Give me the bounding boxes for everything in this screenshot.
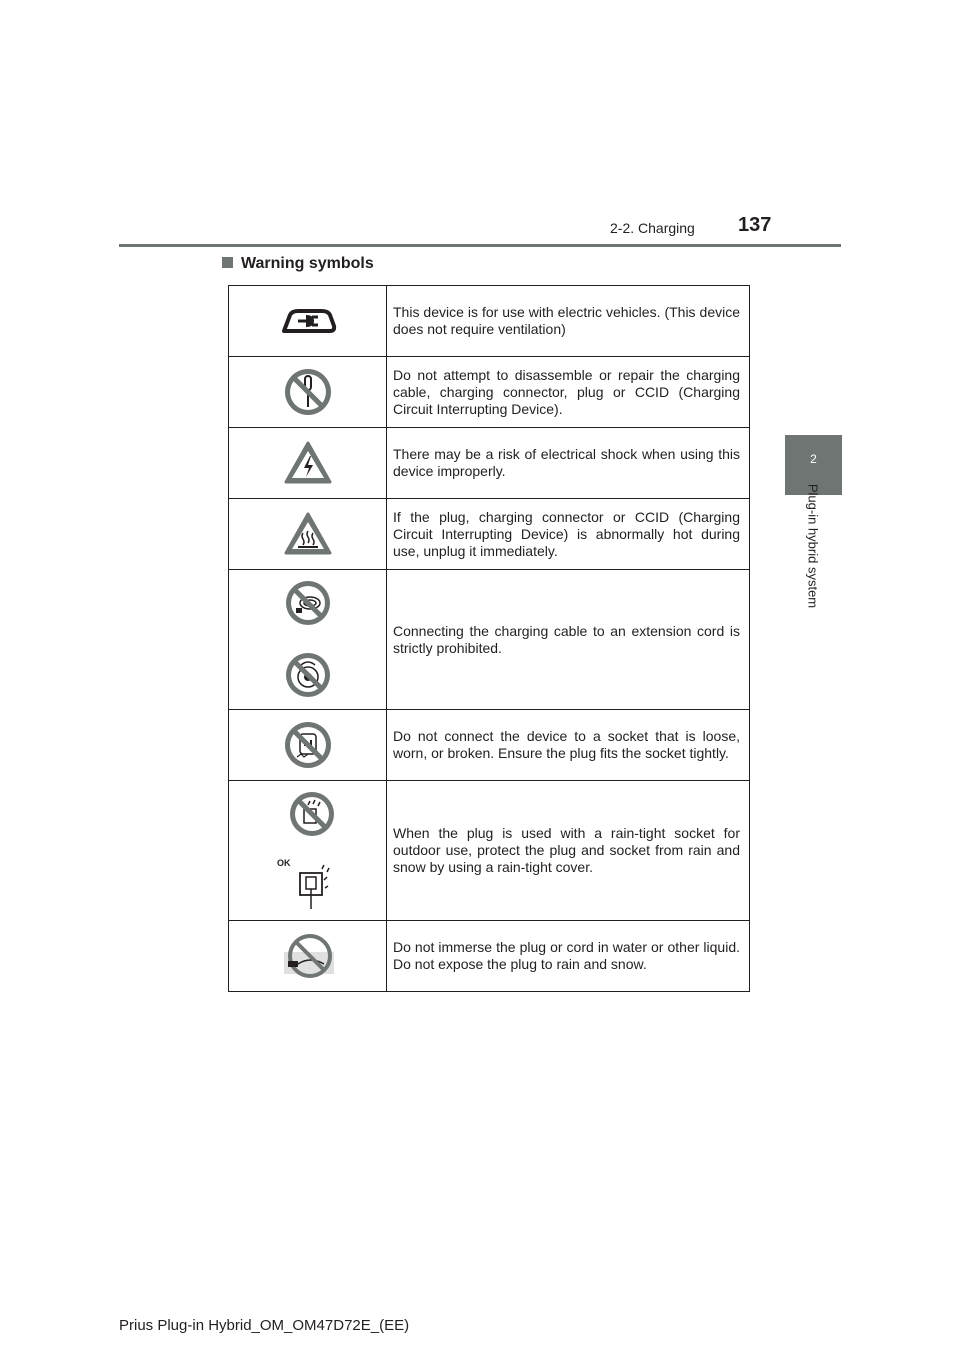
- ok-label: OK: [276, 857, 290, 868]
- table-row: [229, 286, 750, 357]
- row-text: Do not immerse the plug or cord in water or other liquid. Do not expose the plug to rain and snow.: [387, 921, 750, 992]
- row-text: Connecting the charging cable to an extension cord is strictly prohibited.: [387, 570, 750, 710]
- table-row: [229, 921, 750, 992]
- footer-document-id: Prius Plug-in Hybrid_OM_OM47D72E_(EE): [119, 1317, 410, 1334]
- chapter-title: Plug-in hybrid system: [805, 483, 821, 609]
- row-text: Do not connect the device to a socket that is loose, worn, or broken. Ensure the plug fits the socket tightly.: [387, 710, 750, 781]
- table-row: [229, 499, 750, 570]
- row-text: If the plug, charging connector or CCID (Charging Circuit Interrupting Device) is abnormally hot during use, unplug it immediately.: [387, 499, 750, 570]
- page-number: 137: [738, 214, 772, 236]
- rain-tight-cover-icon: [276, 791, 340, 911]
- table-row: [229, 428, 750, 499]
- warning-symbols-table: [228, 285, 750, 992]
- hot-surface-warning-icon: [283, 511, 333, 557]
- table-row: [229, 781, 750, 921]
- electric-shock-warning-icon: [283, 440, 333, 486]
- table-row: [229, 710, 750, 781]
- section-heading-text: Warning symbols: [241, 255, 374, 272]
- no-loose-socket-icon: [283, 720, 333, 770]
- header-section-title: 2-2. Charging: [610, 220, 695, 236]
- heading-square-icon: [222, 257, 233, 268]
- electric-vehicle-icon: [278, 306, 338, 336]
- section-heading: [222, 255, 374, 273]
- no-extension-cord-icon: [283, 580, 333, 700]
- row-text: This device is for use with electric vehicles. (This device does not require ventilation): [387, 286, 750, 357]
- no-disassemble-icon: [283, 367, 333, 417]
- no-immerse-icon: [280, 934, 336, 978]
- header-divider: [119, 244, 841, 247]
- chapter-number: 2: [810, 452, 817, 466]
- row-text: There may be a risk of electrical shock when using this device improperly.: [387, 428, 750, 499]
- row-text: Do not attempt to disassemble or repair the charging cable, charging connector, plug or CCID (Charging Circuit Interrupting Device).: [387, 357, 750, 428]
- table-row: [229, 357, 750, 428]
- row-text: When the plug is used with a rain-tight socket for outdoor use, protect the plug and socket from rain and snow by using a rain-tight cover.: [387, 781, 750, 921]
- table-row: [229, 570, 750, 710]
